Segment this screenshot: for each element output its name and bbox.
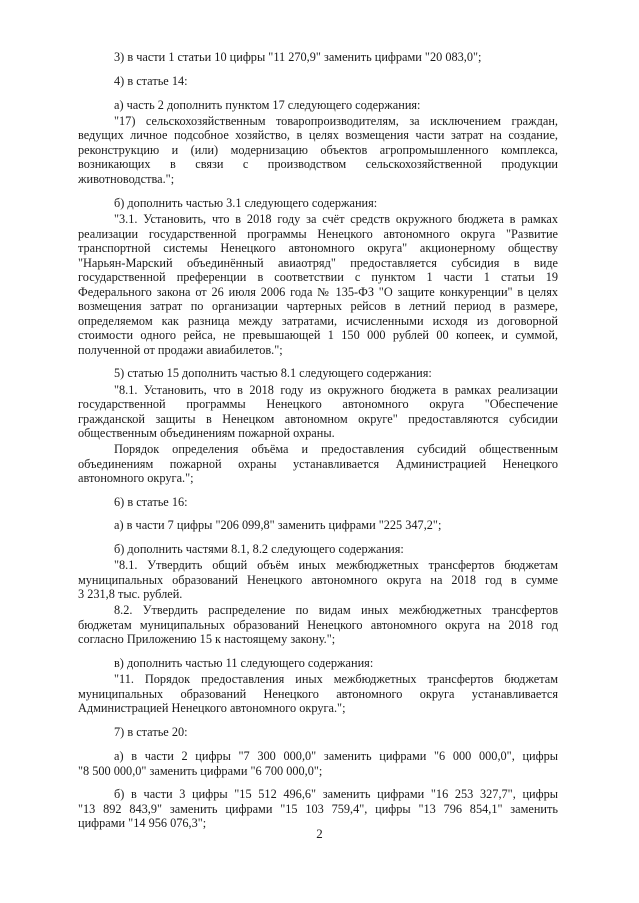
text-line: 4) в статье 14: [114,74,188,89]
text-line: "Нарьян-Марский объединённый авиаотряд" предоставляется субсидия в виде [78,255,558,270]
text-line: в) дополнить частью 11 следующего содержания: [114,655,374,670]
text-line: Администрацией Ненецкого автономного округа."; [78,701,346,716]
text-line: общественным объединениям пожарной охраны. [78,426,335,441]
text-line: "8 500 000,0" заменить цифрами "6 700 000,0"; [78,763,323,778]
text-line: ведущих личное подсобное хозяйство, в целях возмещения части затрат на создание, [78,128,558,143]
text-line: 3) в части 1 статьи 10 цифры "11 270,9" заменить цифрами "20 083,0"; [114,50,482,65]
text-line: животноводства."; [78,171,175,186]
text-line: бюджетам муниципальных образований Ненецкого автономного округа на 2018 год [78,617,558,632]
text-line: автономного округа."; [78,471,194,486]
text-line: "3.1. Установить, что в 2018 году за счёт средств окружного бюджета в рамках [114,212,558,227]
text-line: 6) в статье 16: [114,494,188,509]
text-line: муниципальных образований Ненецкого автономного округа на 2018 год в сумме [78,572,558,587]
text-line: стоимости одного рейса, не превышающей 1 150 000 рублей 00 копеек, и суммой, [78,328,558,343]
text-line: Порядок определения объёма и предоставления субсидий общественным [114,442,558,457]
text-line: государственной преференции в соответствии с пунктом 1 части 1 статьи 19 [78,270,558,285]
text-line: "8.1. Утвердить общий объём иных межбюджетных трансфертов бюджетам [114,558,558,573]
text-line: б) дополнить частями 8.1, 8.2 следующего содержания: [114,541,404,556]
text-line: б) дополнить частью 3.1 следующего содержания: [114,196,378,211]
text-line: транспортной системы Ненецкого автономного округа" акционерному обществу [78,241,558,256]
page-number: 2 [316,826,323,841]
text-line: муниципальных образований Ненецкого автономного округа устанавливается [78,686,558,701]
text-line: реализации государственной программы Ненецкого автономного округа "Развитие [78,226,558,241]
text-line: полученной от продажи авиабилетов."; [78,342,283,357]
text-line: 8.2. Утвердить распределение по видам иных межбюджетных трансфертов [114,603,558,618]
text-line: "11. Порядок предоставления иных межбюджетных трансфертов бюджетам [114,672,558,687]
text-line: возмещения затрат по организации чартерных рейсов в летний период в размере, [78,299,558,314]
text-line: согласно Приложению 15 к настоящему закону."; [78,632,336,647]
text-line: определяемом как разница между затратами, исчисленными исходя из договорной [78,313,558,328]
text-line: а) в части 7 цифры "206 099,8" заменить цифрами "225 347,2"; [114,518,442,533]
text-line: 7) в статье 20: [114,724,188,739]
text-line: 3 231,8 тыс. рублей. [78,587,183,602]
text-line: а) в части 2 цифры "7 300 000,0" заменить цифрами "6 000 000,0", цифры [114,749,558,764]
text-line: объединениям пожарной охраны устанавливается Администрацией Ненецкого [78,456,558,471]
text-line: цифрами "14 956 076,3"; [78,816,207,831]
text-line: государственной программы Ненецкого автономного округа "Обеспечение [78,397,558,412]
text-line: "13 892 843,9" заменить цифрами "15 103 759,4", цифры "13 796 854,1" заменить [78,801,558,816]
text-line: 5) статью 15 дополнить частью 8.1 следующего содержания: [114,366,432,381]
text-line: а) часть 2 дополнить пунктом 17 следующего содержания: [114,97,421,112]
text-line: б) в части 3 цифры "15 512 496,6" заменить цифрами "16 253 327,7", цифры [114,787,558,802]
text-line: возникающих в связи с производством сельскохозяйственной продукции [78,157,558,172]
text-line: Федерального закона от 26 июля 2006 года № 135-ФЗ "О защите конкуренции" в целях [78,284,558,299]
text-line: "8.1. Установить, что в 2018 году из окружного бюджета в рамках реализации [114,382,558,397]
text-line: реконструкцию и (или) модернизацию объектов агропромышленного комплекса, [78,142,558,157]
text-line: "17) сельскохозяйственным товаропроизводителям, за исключением граждан, [114,113,558,128]
text-line: гражданской защиты в Ненецком автономном округе" предоставляются субсидии [78,411,558,426]
